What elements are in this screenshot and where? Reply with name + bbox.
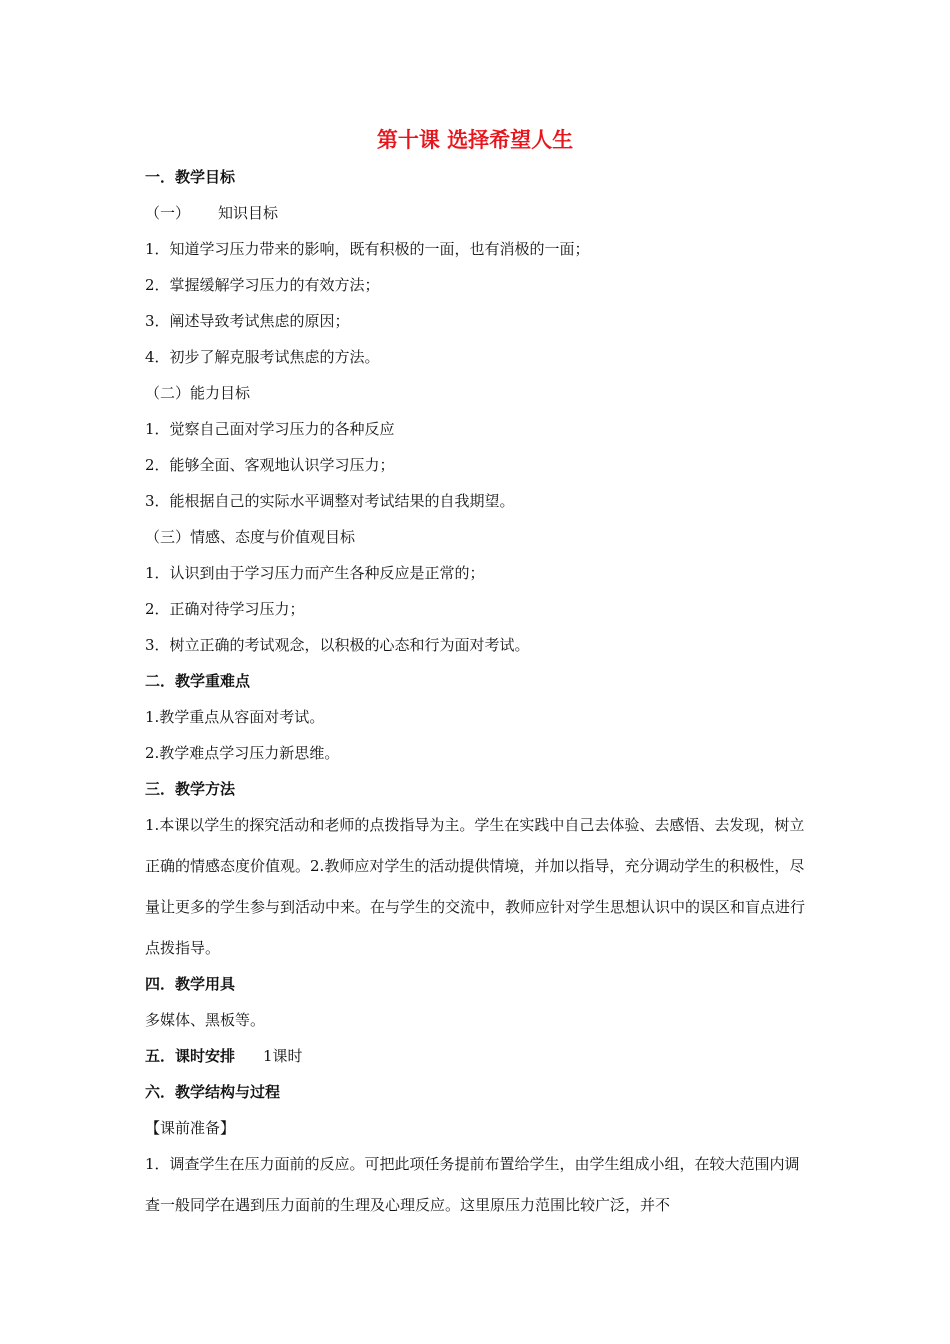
subheading-preparation: 【课前准备】 <box>145 1119 236 1137</box>
section-heading-schedule: 五．课时安排 <box>145 1047 236 1065</box>
subheading-text: 知识目标 <box>218 204 279 222</box>
list-item: 2．掌握缓解学习压力的有效方法； <box>145 276 380 294</box>
list-item: 4．初步了解克服考试焦虑的方法。 <box>145 348 380 366</box>
list-item: 2．能够全面、客观地认识学习压力； <box>145 456 395 474</box>
list-item: 2.教学难点学习压力新思维。 <box>145 744 340 762</box>
section-heading-methods: 三．教学方法 <box>145 780 236 798</box>
tools-text: 多媒体、黑板等。 <box>145 1011 266 1029</box>
section-heading-process: 六．教学结构与过程 <box>145 1083 281 1101</box>
document-body <box>145 159 805 1226</box>
section-heading-tools: 四．教学用具 <box>145 975 236 993</box>
list-item: 1．觉察自己面对学习压力的各种反应 <box>145 420 395 438</box>
list-item: 1.教学重点从容面对考试。 <box>145 708 325 726</box>
subheading-emotion: （三）情感、态度与价值观目标 <box>145 528 356 546</box>
methods-paragraph: 1.本课以学生的探究活动和老师的点拨指导为主。学生在实践中自己去体验、去感悟、去发现，树立正确的情感态度价值观。2.教师应对学生的活动提供情境，并加以指导，充分调动学生的积极性，尽量让更多的学生参与到活动中来。在与学生的交流中，教师应针对学生思想认识中的误区和盲点进行点拨指导。 <box>145 816 806 957</box>
list-item: 1．知道学习压力带来的影响，既有积极的一面，也有消极的一面； <box>145 240 590 258</box>
subheading-knowledge <box>145 195 805 231</box>
schedule-value: 1课时 <box>263 1047 303 1065</box>
list-item: 3．能根据自己的实际水平调整对考试结果的自我期望。 <box>145 492 515 510</box>
list-item: 3．阐述导致考试焦虑的原因； <box>145 312 350 330</box>
schedule-line <box>145 1038 805 1074</box>
list-item: 1．认识到由于学习压力而产生各种反应是正常的； <box>145 564 485 582</box>
section-heading-objectives: 一．教学目标 <box>145 168 236 186</box>
subheading-label: （一） <box>145 204 191 222</box>
section-heading-keypoints: 二．教学重难点 <box>145 672 251 690</box>
preparation-paragraph: 1．调查学生在压力面前的反应。可把此项任务提前布置给学生，由学生组成小组，在较大范围内调查一般同学在遇到压力面前的生理及心理反应。这里原压力范围比较广泛，并不 <box>145 1155 800 1214</box>
subheading-ability: （二）能力目标 <box>145 384 251 402</box>
list-item: 3．树立正确的考试观念，以积极的心态和行为面对考试。 <box>145 636 530 654</box>
page-title: 第十课 选择希望人生 <box>376 128 574 152</box>
list-item: 2．正确对待学习压力； <box>145 600 305 618</box>
